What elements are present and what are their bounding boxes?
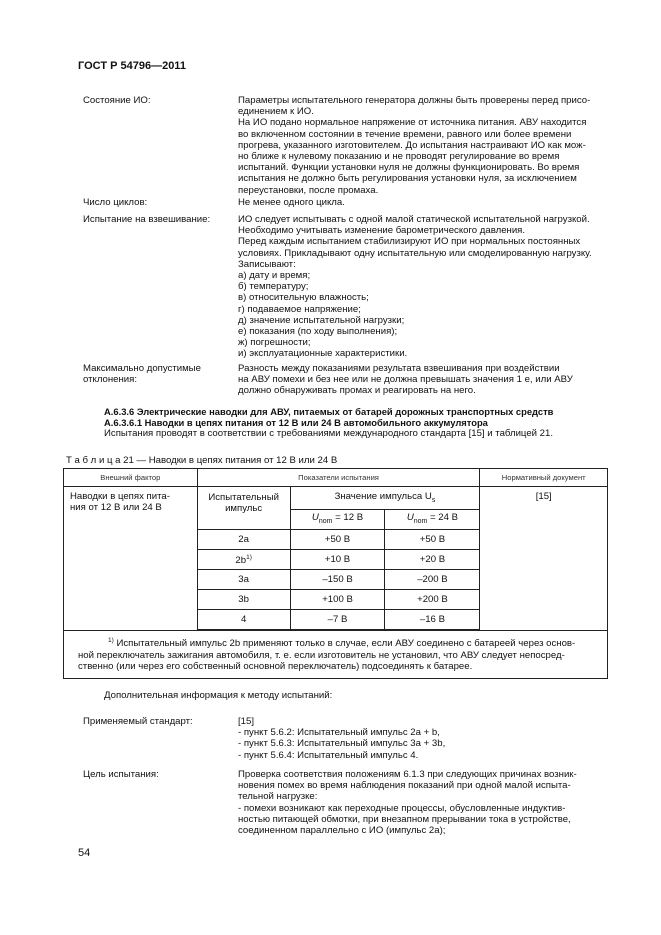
pulse-3a: 3a: [197, 570, 290, 590]
extra-label-standard: Применяемый стандарт:: [83, 716, 193, 727]
value-4-24: –16 В: [385, 610, 480, 630]
pulse-3b: 3b: [197, 590, 290, 610]
extra-text-standard: [15] - пункт 5.6.2: Испытательный импульс 2а + b, - пункт 5.6.3: Испытательный импульс 3а + 3b, - пункт 5.6.4: Испытательный импульс 4.: [238, 716, 446, 761]
row-label-state: Состояние ИО:: [83, 95, 151, 106]
row-text-cycles: Не менее одного цикла.: [238, 197, 345, 208]
row-label-cycles: Число циклов:: [83, 197, 148, 208]
value-2b-12: +10 В: [290, 550, 385, 570]
value-3a-12: –150 В: [290, 570, 385, 590]
section-heading: A.6.3.6 Электрические наводки для АВУ, питаемых от батарей дорожных транспортных средств: [104, 406, 554, 417]
table-footnote: $^{1)}$ Испытательный импульс 2b применяют только в случае, если АВУ соединено с батареей через основ- ной переключатель зажигания автомобиля, т. е. если изготовитель не установил, что АВУ следует непосред- ственно (или через его собственный основной переключатель) подсоединять к батарее.: [64, 631, 608, 679]
pulse-4: 4: [197, 610, 290, 630]
row-text-weighing: ИО следует испытывать с одной малой статической испытательной нагрузкой. Необходимо учитывать изменение барометрического давления. Перед каждым испытанием стабилизируют ИО при нормальных постоянных условиях. Прикладывают одну испытательную или смоделированную нагрузку. Записывают: а) дату и время; б) температуру; в) относительную влажность; г) подаваемое напряжение; д) значение испытательной нагрузки; е) показания (по ходу выполнения); ж) погрешности; и) эксплуатационные характеристики.: [238, 214, 592, 360]
value-3a-24: –200 В: [385, 570, 480, 590]
table-21: [63, 468, 608, 679]
table-caption: Т а б л и ц а 21 — Наводки в цепях питания от 12 В или 24 В: [66, 455, 338, 466]
doc-cell: [15]: [480, 487, 608, 631]
extra-title: Дополнительная информация к методу испытаний:: [104, 690, 333, 701]
pulse-2a: 2a: [197, 530, 290, 550]
row-label-deviation: Максимально допустимые отклонения:: [83, 363, 201, 386]
row-text-deviation: Разность между показаниями результата взвешивания при воздействии на АВУ помехи и без нее или не должна превышать значения 1 e, или АВУ должно обнаруживать промах и реагировать на него.: [238, 363, 573, 397]
pulse-2b: $2b^{1)}$: [197, 550, 290, 570]
row-label-weighing: Испытание на взвешивание:: [83, 214, 211, 225]
document-header: ГОСТ Р 54796—2011: [78, 60, 186, 72]
factor-cell: Наводки в цепях пита-ния от 12 В или 24 В: [64, 487, 198, 631]
value-3b-12: +100 В: [290, 590, 385, 610]
subsection-heading: A.6.3.6.1 Наводки в цепях питания от 12 В или 24 В автомобильного аккумулятора: [104, 417, 488, 428]
value-header: Значение импульса $U_s$: [290, 487, 480, 510]
table-head-factor: Внешний фактор: [64, 469, 198, 487]
value-2a-24: +50 В: [385, 530, 480, 550]
value-3b-24: +200 В: [385, 590, 480, 610]
value-2b-24: +20 В: [385, 550, 480, 570]
pulse-header: Испытательный импульс: [197, 487, 290, 530]
extra-text-purpose: Проверка соответствия положениям 6.1.3 при следующих причинах возник- новения помех во время наблюдения показаний при одной малой испыта- тельной нагрузке: - помехи возникают как переходные процессы, обусловленные индуктив- ностью питающей обмотки, при внезапном прерывании тока в устройстве, соединенном параллельно с ИО (импульс 2а);: [238, 769, 577, 837]
col-24v: $U_{nom} = 24$ В: [385, 510, 480, 530]
col-12v: $U_{nom} = 12$ В: [290, 510, 385, 530]
table-head-params: Показатели испытания: [197, 469, 480, 487]
value-4-12: –7 В: [290, 610, 385, 630]
page-number: 54: [78, 847, 91, 859]
row-text-state: Параметры испытательного генератора должны быть проверены перед присо- единением к ИО. На ИО подано нормальное напряжение от источника питания. АВУ находится во включенном состоянии в течение времени, равного или более времени прогрева, указанного изготовителем. До испытания настраивают ИО как мож- но ближе к нулевому показанию и не проводят регулирование во время испытаний. Функции установки нуля не должны функционировать. Во время испытания не должно быть регулирования установки нуля, за исключением переустановки, после промаха.: [238, 95, 591, 196]
table-head-doc: Нормативный документ: [480, 469, 608, 487]
extra-label-purpose: Цель испытания:: [83, 769, 159, 780]
section-paragraph: Испытания проводят в соответствии с требованиями международного стандарта [15] и таблицей 21.: [104, 428, 554, 439]
value-2a-12: +50 В: [290, 530, 385, 550]
